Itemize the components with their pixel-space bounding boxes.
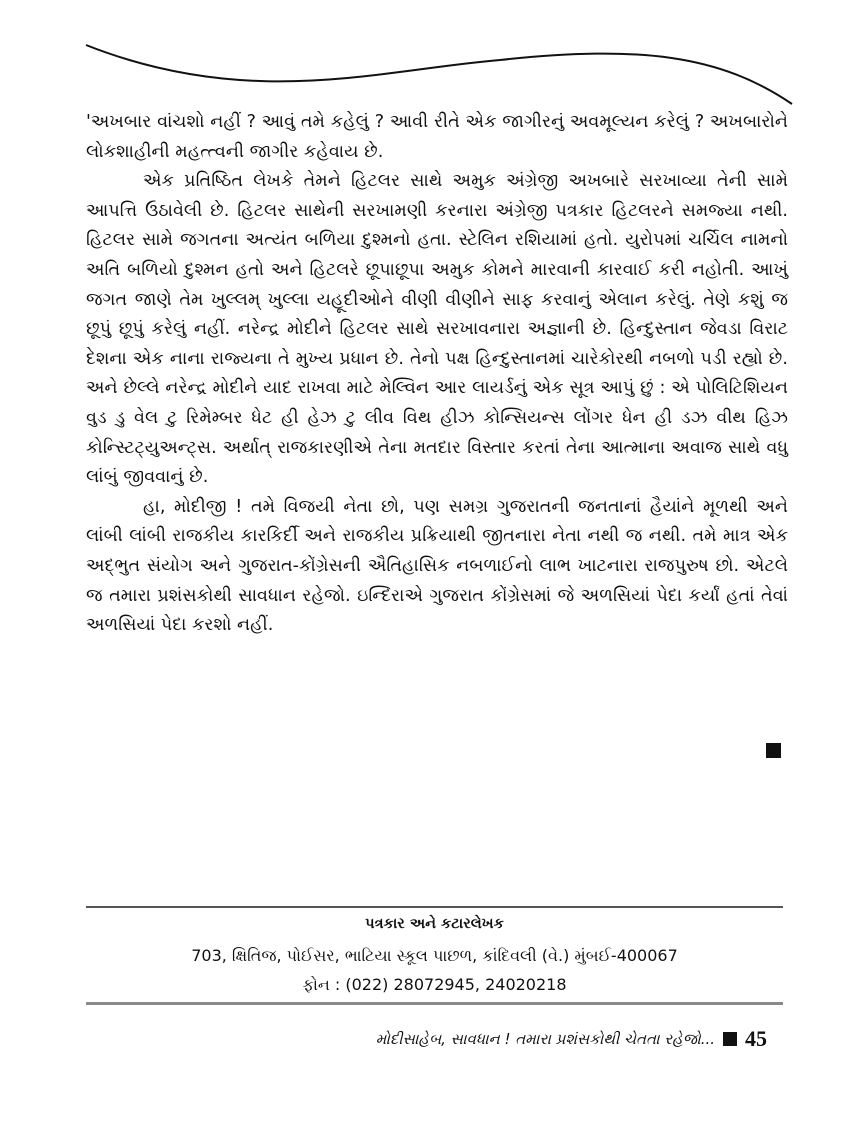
page-footer bbox=[376, 1026, 767, 1052]
divider bbox=[86, 906, 783, 908]
end-of-article-mark bbox=[766, 743, 781, 758]
running-title: મોદીસાહેબ, સાવધાન ! તમારા પ્રશંસકોથી ચેતતા રહેજો... bbox=[375, 1030, 715, 1048]
paragraph: 'અખબાર વાંચશો નહીં ? આવું તમે કહેલું ? આવી રીતે એક જાગીરનું અવમૂલ્યન કરેલું ? અખબારોને લોકશાહીની મહત્ત્વની જાગીર કહેવાય છે. bbox=[86, 112, 788, 162]
decorative-wave-line bbox=[0, 0, 855, 120]
author-phone: ફોન : (022) 28072945, 24020218 bbox=[302, 975, 567, 994]
author-title: પત્રકાર અને કટારલેખક bbox=[365, 916, 504, 932]
page-number: 45 bbox=[745, 1026, 767, 1051]
divider bbox=[86, 1002, 783, 1005]
article-body bbox=[86, 108, 788, 641]
paragraph: હા, મોદીજી ! તમે વિજયી નેતા છો, પણ સમગ્ર ગુજરાતની જનતાનાં હૈયાંને મૂળથી અને લાંબી લાંબી રાજકીય કારકિર્દી અને રાજકીય પ્રક્રિયાથી જીતનારા નેતા નથી જ નથી. તમે માત્ર એક અદ્ભુત સંયોગ અને ગુજરાત-કોંગ્રેસની ઐતિહાસિક નબળાઈનો લાભ ખાટનારા રાજપુરુષ છો. એટલે જ તમારા પ્રશંસકોથી સાવધાન રહેજો. ઇન્દિરાએ ગુજરાત કોંગ્રેસમાં જે અળસિયાં પેદા કર્યાં હતાં તેવાં અળસિયાં પેદા કરશો નહીં. bbox=[86, 496, 788, 636]
footer-square-mark bbox=[723, 1032, 737, 1046]
paragraph: એક પ્રતિષ્ઠિત લેખકે તેમને હિટલર સાથે અમુક અંગ્રેજી અખબારે સરખાવ્યા તેની સામે આપત્તિ ઉઠાવેલી છે. હિટલર સાથેની સરખામણી કરનારા અંગ્રેજી પત્રકાર હિટલરને સમજ્યા નથી. હિટલર સામે જગતના અત્યંત બળિયા દુશ્મનો હતા. સ્ટેલિન રશિયામાં હતો. યુરોપમાં ચર્ચિલ નામનો અતિ બળિયો દુશ્મન હતો અને હિટલરે છૂપાછૂપા અમુક કોમને મારવાની કારવાઈ કરી નહોતી. આખું જગત જાણે તેમ ખુલ્લમ્ ખુલ્લા યહૂદીઓને વીણી વીણીને સાફ કરવાનું એલાન કરેલું. તેણે કશું જ છૂપું છૂપું કરેલું નહીં. નરેન્દ્ર મોદીને હિટલર સાથે સરખાવનારા અજ્ઞાની છે. હિન્દુસ્તાન જેવડા વિરાટ દેશના એક નાના રાજ્યના તે મુખ્ય પ્રધાન છે. તેનો પક્ષ હિન્દુસ્તાનમાં ચારેકોરથી નબળો પડી રહ્યો છે. અને છેલ્લે નરેન્દ્ર મોદીને યાદ રાખવા માટે મેલ્વિન આર લાયર્ડનું એક સૂત્ર આપું છું : એ પોલિટિશિયન વુડ ડુ વેલ ટુ રિમેમ્બર ધેટ હી હેઝ ટુ લીવ વિથ હીઝ કોન્સિયન્સ લોંગર ધેન હી ડઝ વીથ હિઝ કોન્સ્ટિટ્યુઅન્ટ્સ. અર્થાત્ રાજકારણીએ તેના મતદાર વિસ્તાર કરતાં તેના આત્માના અવાજ સાથે વધુ લાંબું જીવવાનું છે. bbox=[86, 171, 788, 488]
author-address: 703, ક્ષિતિજ, પોઈસર, ભાટિયા સ્કૂલ પાછળ, કાંદિવલી (વે.) મુંબઈ-400067 bbox=[191, 946, 678, 965]
